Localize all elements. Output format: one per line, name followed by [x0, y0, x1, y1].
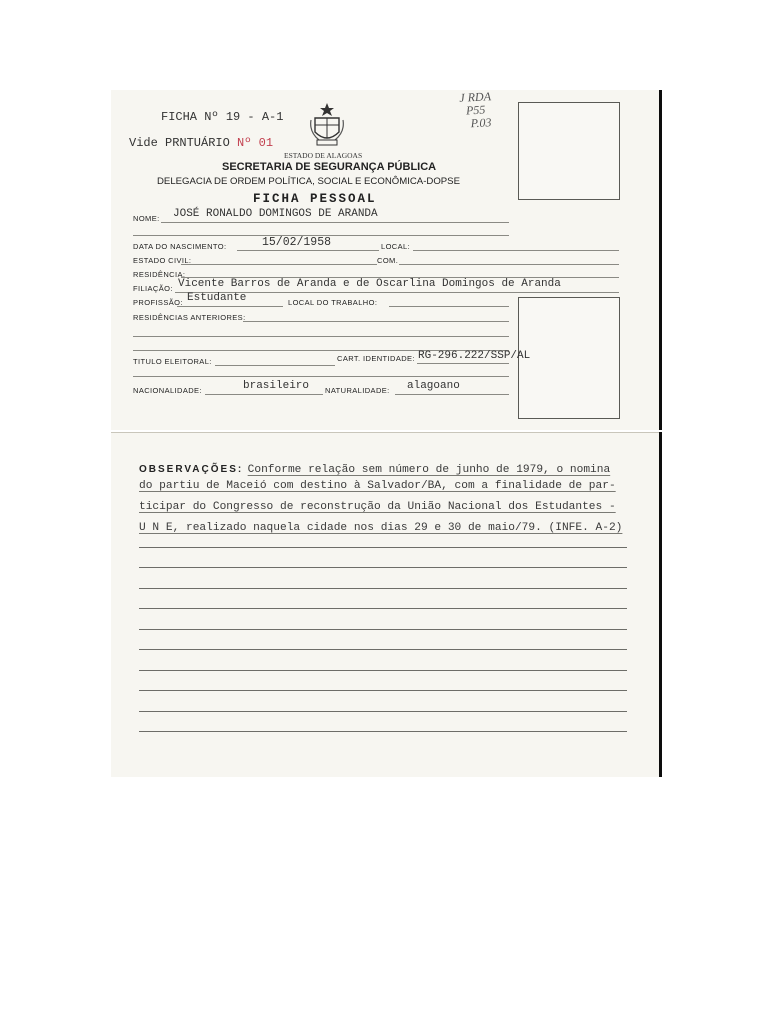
local-trabalho-line	[389, 306, 509, 307]
handwritten-line: P55	[465, 102, 486, 118]
nome-value: JOSÉ RONALDO DOMINGOS DE ARANDA	[173, 208, 378, 220]
blank-line	[133, 336, 509, 337]
state-label: ESTADO DE ALAGOAS	[284, 151, 363, 160]
observacoes-label: OBSERVAÇÕES:	[139, 464, 244, 475]
nascimento-value: 15/02/1958	[262, 236, 332, 249]
com-label: COM.	[377, 256, 399, 265]
ruled-line	[139, 547, 627, 548]
vide-number: Nº 01	[237, 136, 274, 150]
naturalidade-value: alagoano	[407, 380, 460, 392]
ficha-title: FICHA PESSOAL	[253, 192, 377, 206]
handwritten-line: J RDA	[458, 89, 492, 105]
nascimento-label: DATA DO NASCIMENTO:	[133, 242, 227, 251]
titulo-line	[215, 365, 335, 366]
handwritten-line: P.03	[470, 115, 492, 131]
filiacao-label: FILIAÇÃO:	[133, 284, 173, 293]
filiacao-value: Vicente Barros de Aranda e de Oscarlina Domingos de Aranda	[178, 278, 561, 290]
com-line	[399, 264, 619, 265]
secretaria-title: SECRETARIA DE SEGURANÇA PÚBLICA	[222, 161, 437, 173]
local-label: LOCAL:	[381, 242, 411, 251]
vide-label: Vide PRNTUÁRIO	[129, 136, 230, 150]
ruled-line	[139, 588, 627, 589]
ruled-line	[139, 711, 627, 712]
observacoes-text: Conforme relação sem número de junho de 1979, o nomina	[247, 464, 611, 476]
nome-label: NOME:	[133, 214, 160, 223]
residencia-label: RESIDÊNCIA:	[133, 270, 186, 279]
estado-civil-line	[181, 264, 377, 265]
titulo-label: TITULO ELEITORAL:	[133, 357, 212, 366]
ruled-line	[139, 670, 627, 671]
residencias-anteriores-label: RESIDÊNCIAS ANTERIORES:	[133, 313, 246, 322]
coat-of-arms-icon	[309, 102, 345, 148]
nome-line	[161, 222, 509, 223]
ficha-card-front	[111, 90, 659, 430]
local-trabalho-label: LOCAL DO TRABALHO:	[288, 298, 378, 307]
blank-line	[133, 376, 509, 377]
observacoes-text: U N E, realizado naquela cidade nos dias 29 e 30 de maio/79. (INFE. A-2)	[139, 522, 623, 534]
vide-prontuario	[129, 136, 273, 150]
nascimento-line	[237, 250, 379, 251]
profissao-value: Estudante	[187, 292, 247, 304]
ruled-line	[139, 649, 627, 650]
observacoes-line-1	[139, 459, 610, 477]
ficha-value: 19 - A-1	[225, 110, 284, 124]
nacionalidade-label: NACIONALIDADE:	[133, 386, 202, 395]
observacoes-text: ticipar do Congresso de reconstrução da União Nacional dos Estudantes -	[139, 501, 616, 513]
nacionalidade-value: brasileiro	[243, 380, 310, 392]
profissao-line	[177, 306, 283, 307]
nacionalidade-line	[205, 394, 323, 395]
ruled-line	[139, 731, 627, 732]
local-line	[413, 250, 619, 251]
naturalidade-line	[395, 394, 509, 395]
cart-value: RG-296.222/SSP/AL	[418, 350, 531, 362]
ruled-line	[139, 567, 627, 568]
residencias-line	[243, 321, 509, 322]
ruled-line	[139, 690, 627, 691]
photo-box-bottom	[518, 297, 620, 419]
ruled-line	[139, 608, 627, 609]
photo-box-top	[518, 102, 620, 200]
handwritten-notes	[459, 90, 493, 131]
cart-line	[417, 363, 509, 364]
profissao-label: PROFISSÃO:	[133, 298, 183, 307]
estado-civil-label: ESTADO CIVIL:	[133, 256, 192, 265]
ruled-line	[139, 629, 627, 630]
delegacia-title: DELEGACIA DE ORDEM POLÍTICA, SOCIAL E ECONÔMICA-DOPSE	[157, 176, 460, 187]
ficha-number	[161, 110, 283, 124]
naturalidade-label: NATURALIDADE:	[325, 386, 390, 395]
cart-label: CART. IDENTIDADE:	[337, 354, 415, 363]
ficha-label: FICHA Nº	[161, 110, 219, 124]
observacoes-text: do partiu de Maceió com destino à Salvador/BA, com a finalidade de par-	[139, 480, 616, 492]
ficha-card-back	[111, 432, 659, 777]
